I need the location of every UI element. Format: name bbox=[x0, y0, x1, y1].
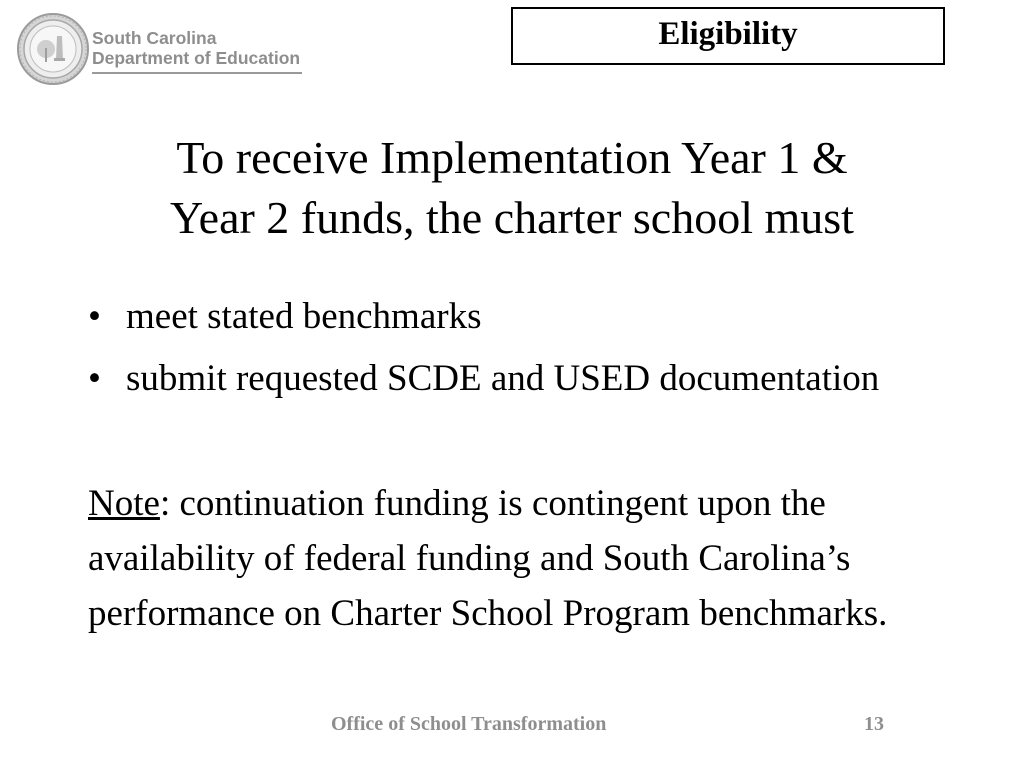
section-tag-box bbox=[511, 7, 945, 65]
list-item-text: meet stated benchmarks bbox=[126, 296, 482, 337]
list-item bbox=[88, 352, 968, 406]
section-tag-label: Eligibility bbox=[658, 15, 798, 52]
logo-wordmark bbox=[92, 28, 300, 68]
note-paragraph bbox=[88, 476, 968, 641]
slide-title-line-2: Year 2 funds, the charter school must bbox=[170, 192, 854, 243]
slide-title-line-1: To receive Implementation Year 1 & bbox=[176, 132, 848, 183]
note-label: Note bbox=[88, 483, 160, 524]
sc-department-of-education-logo bbox=[16, 12, 316, 88]
footer-office-name: Office of School Transformation bbox=[331, 713, 607, 735]
bullet-icon: • bbox=[88, 358, 101, 399]
page-number: 13 bbox=[864, 713, 884, 735]
requirement-list bbox=[88, 290, 968, 414]
state-seal-icon bbox=[16, 12, 90, 86]
bullet-icon: • bbox=[88, 296, 101, 337]
logo-line-department: Department of Education bbox=[92, 48, 301, 68]
note-body: : continuation funding is contingent upon the availability of federal funding and South Carolina’s performance on Charter School Program benchmarks. bbox=[88, 483, 888, 634]
logo-underline bbox=[92, 72, 302, 74]
list-item bbox=[88, 290, 968, 344]
slide-title bbox=[60, 128, 964, 248]
logo-line-state: South Carolina bbox=[92, 28, 217, 48]
list-item-text: submit requested SCDE and USED documentation bbox=[126, 358, 880, 399]
